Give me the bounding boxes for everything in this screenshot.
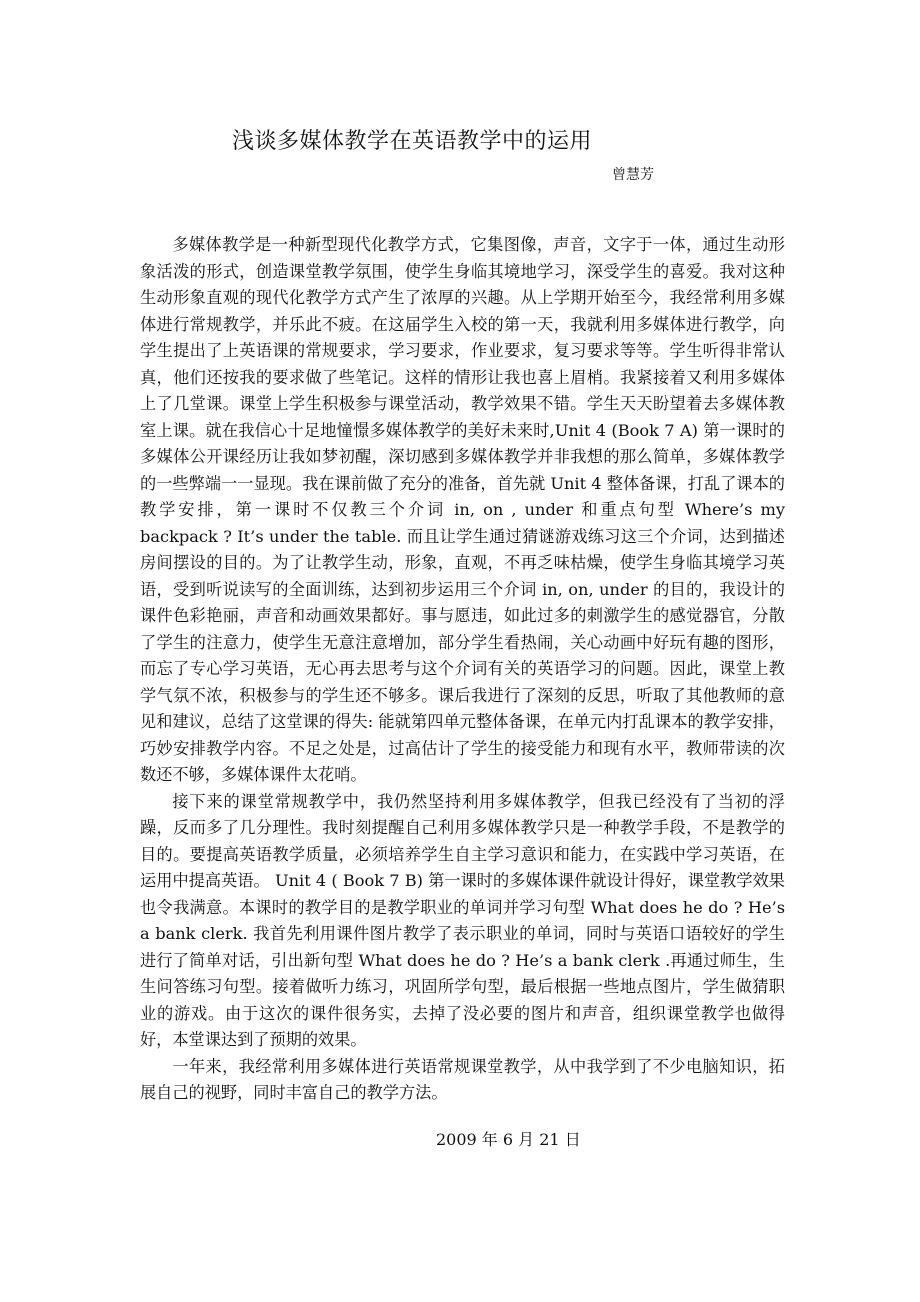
author-name: 曾慧芳 bbox=[612, 167, 654, 183]
document-title: 浅谈多媒体教学在英语教学中的运用 bbox=[232, 129, 593, 154]
paragraph-2: 接下来的课堂常规教学中，我仍然坚持利用多媒体教学，但我已经没有了当初的浮躁，反而多了几分理性。我时刻提醒自己利用多媒体教学只是一种教学手段，不是教学的目的。要提高英语教学质量，必须培养学生自主学习意识和能力，在实践中学习英语，在运用中提高英语。 Unit 4 ( Book 7 B) 第一课时的多媒体课件就设计得好，课堂教学效果也令我满意。本课时的教学目的是教学职业的单词并学习句型 What does he do ? He’s a bank clerk. 我首先利用课件图片教学了表示职业的单词，同时与英语口语较好的学生进行了简单对话，引出新句型 What does he do ? He’s a bank clerk .再通过师生，生生问答练习句型。接着做听力练习，巩固所学句型，最后根据一些地点图片，学生做猜职业的游戏。由于这次的课件很务实，去掉了没必要的图片和声音，组织课堂教学也做得好，本堂课达到了预期的效果。 bbox=[140, 791, 785, 1049]
document-body bbox=[140, 232, 785, 1107]
paragraph-3: 一年来，我经常利用多媒体进行英语常规课堂教学，从中我学到了不少电脑知识，拓展自己的视野，同时丰富自己的教学方法。 bbox=[140, 1056, 785, 1102]
paragraph-1: 多媒体教学是一种新型现代化教学方式，它集图像，声音，文字于一体，通过生动形象活泼的形式，创造课堂教学氛围，使学生身临其境地学习，深受学生的喜爱。我对这种生动形象直观的现代化教学方式产生了浓厚的兴趣。从上学期开始至今，我经常利用多媒体进行常规教学，并乐此不疲。在这届学生入校的第一天，我就利用多媒体进行教学，向学生提出了上英语课的常规要求，学习要求，作业要求，复习要求等等。学生听得非常认真，他们还按我的要求做了些笔记。这样的情形让我也喜上眉梢。我紧接着又利用多媒体上了几堂课。课堂上学生积极参与课堂活动，教学效果不错。学生天天盼望着去多媒体教室上课。就在我信心十足地憧憬多媒体教学的美好未来时,Unit 4 (Book 7 A) 第一课时的多媒体公开课经历让我如梦初醒，深切感到多媒体教学并非我想的那么简单，多媒体教学的一些弊端一一显现。我在课前做了充分的准备，首先就 Unit 4 整体备课，打乱了课本的教学安排，第一课时不仅教三个介词 in, on , under 和重点句型 Where’s my backpack ? It’s under the table. 而且让学生通过猜谜游戏练习这三个介词，达到描述房间摆设的目的。为了让教学生动，形象，直观，不再乏味枯燥，使学生身临其境学习英语，受到听说读写的全面训练，达到初步运用三个介词 in, on, under 的目的，我设计的课件色彩艳丽，声音和动画效果都好。事与愿违，如此过多的刺激学生的感觉器官，分散了学生的注意力，使学生无意注意增加，部分学生看热闹，关心动画中好玩有趣的图形，而忘了专心学习英语，无心再去思考与这个介词有关的英语学习的问题。因此，课堂上教学气氛不浓，积极参与的学生还不够多。课后我进行了深刻的反思，听取了其他教师的意见和建议，总结了这堂课的得失: 能就第四单元整体备课，在单元内打乱课本的教学安排，巧妙安排教学内容。不足之处是，过高估计了学生的接受能力和现有水平，教师带读的次数还不够，多媒体课件太花哨。 bbox=[140, 235, 785, 784]
document-date: 2009 年 6 月 21 日 bbox=[436, 1130, 581, 1149]
